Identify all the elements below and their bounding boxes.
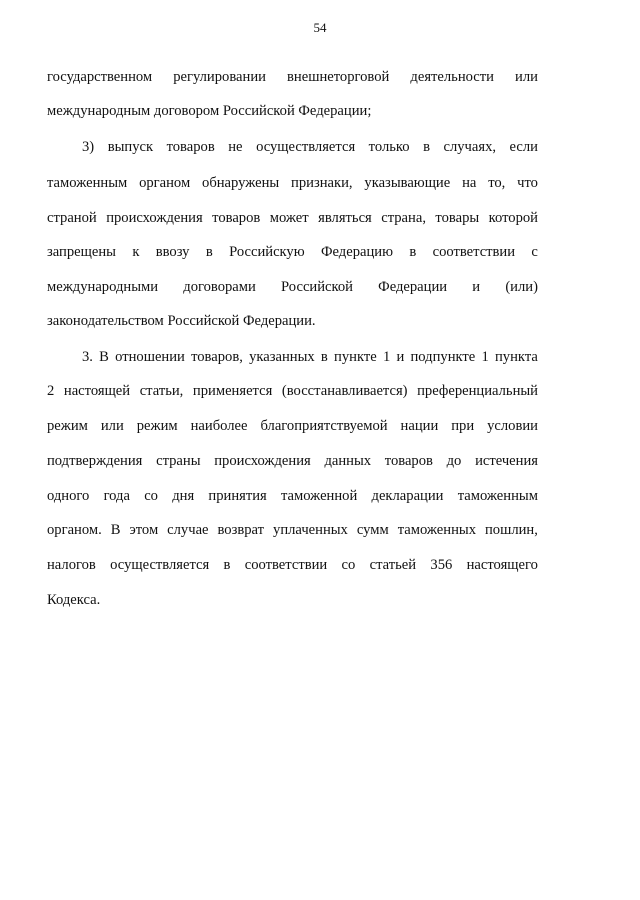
- text-line-15: [47, 555, 538, 575]
- word: режим: [47, 418, 88, 434]
- word: товаров: [212, 210, 261, 226]
- word: признаки,: [291, 175, 353, 191]
- word: выпуск: [107, 139, 154, 155]
- word: (или): [505, 279, 538, 295]
- word: что: [517, 175, 538, 191]
- text-line-12: [47, 451, 538, 471]
- word: этом: [129, 522, 159, 538]
- word: органом.: [47, 522, 102, 538]
- word: 3): [82, 139, 95, 155]
- word: не: [228, 139, 243, 155]
- word: ввозу: [155, 244, 190, 260]
- word: соответствии: [432, 244, 516, 260]
- word: подпункте: [410, 349, 476, 365]
- word: В: [110, 522, 121, 538]
- word: только: [368, 139, 410, 155]
- word: подтверждения: [47, 453, 143, 469]
- word: условии: [487, 418, 538, 434]
- word: декларации: [371, 488, 444, 504]
- word: запрещены: [47, 244, 116, 260]
- word: таможенной: [280, 488, 358, 504]
- text-line-1: [47, 67, 538, 87]
- word: которой: [488, 210, 538, 226]
- word: одного: [47, 488, 90, 504]
- word: статьей: [369, 557, 417, 573]
- word: В: [99, 349, 109, 365]
- word: деятельности: [410, 69, 494, 85]
- word: государственном: [47, 69, 153, 85]
- word: обнаружены: [202, 175, 280, 191]
- word: Федерации: [378, 279, 448, 295]
- page-number: 54: [313, 20, 327, 35]
- word: если: [509, 139, 538, 155]
- text-line-4: [47, 173, 538, 193]
- word: со: [144, 488, 158, 504]
- word: происхождения: [214, 453, 311, 469]
- word: происхождения: [106, 210, 203, 226]
- word: применяется: [192, 383, 273, 399]
- word: до: [446, 453, 462, 469]
- word: наиболее: [190, 418, 248, 434]
- word: принятия: [208, 488, 267, 504]
- word: страны: [156, 453, 201, 469]
- word: указанных: [249, 349, 315, 365]
- word: пошлин,: [484, 522, 538, 538]
- word: при: [451, 418, 475, 434]
- word: пункта: [495, 349, 538, 365]
- word: осуществляется: [110, 557, 210, 573]
- word: настоящего: [466, 557, 538, 573]
- text-line-10: [47, 381, 538, 401]
- word: истечения: [475, 453, 538, 469]
- word: органом: [139, 175, 191, 191]
- word: настоящей: [63, 383, 131, 399]
- text-line-16: Кодекса.: [47, 592, 101, 608]
- text-line-14: [47, 520, 538, 540]
- text-line-3: [82, 137, 538, 157]
- word: нации: [400, 418, 439, 434]
- text-line-8: законодательством Российской Федерации.: [47, 313, 316, 329]
- word: случае: [167, 522, 209, 538]
- word: случаях,: [443, 139, 497, 155]
- word: 3.: [82, 349, 93, 365]
- text-line-9: [82, 347, 538, 367]
- word: режим: [136, 418, 178, 434]
- word: Федерацию: [320, 244, 393, 260]
- word: в: [320, 349, 328, 365]
- word: то,: [488, 175, 506, 191]
- word: страна,: [381, 210, 426, 226]
- word: уплаченных: [273, 522, 348, 538]
- word: товаров: [166, 139, 215, 155]
- word: внешнеторговой: [287, 69, 390, 85]
- word: отношении: [115, 349, 185, 365]
- word: в: [205, 244, 213, 260]
- word: международными: [47, 279, 159, 295]
- word: пункте: [334, 349, 377, 365]
- word: и: [396, 349, 405, 365]
- word: осуществляется: [256, 139, 356, 155]
- text-line-13: [47, 486, 538, 506]
- text-line-11: [47, 416, 538, 436]
- text-line-5: [47, 208, 538, 228]
- word: являться: [318, 210, 372, 226]
- word: дня: [172, 488, 195, 504]
- word: на: [462, 175, 477, 191]
- word: налогов: [47, 557, 96, 573]
- word: таможенным: [47, 175, 128, 191]
- word: данных: [324, 453, 372, 469]
- word: товары: [435, 210, 480, 226]
- word: Российскую: [229, 244, 305, 260]
- text-line-2: международным договором Российской Федерации;: [47, 103, 372, 119]
- word: со: [341, 557, 356, 573]
- word: указывающие: [364, 175, 451, 191]
- word: 1: [382, 349, 391, 365]
- word: в: [409, 244, 417, 260]
- word: и: [472, 279, 481, 295]
- word: товаров,: [191, 349, 243, 365]
- word: товаров: [384, 453, 433, 469]
- word: страной: [47, 210, 97, 226]
- word: или: [100, 418, 124, 434]
- word: договорами: [183, 279, 256, 295]
- word: преференциальный: [417, 383, 538, 399]
- word: возврат: [217, 522, 265, 538]
- word: таможенных: [397, 522, 476, 538]
- word: к: [132, 244, 140, 260]
- word: (восстанавливается): [281, 383, 408, 399]
- word: сумм: [356, 522, 389, 538]
- word: таможенным: [457, 488, 538, 504]
- word: может: [269, 210, 309, 226]
- word: 356: [430, 557, 453, 573]
- word: Российской: [281, 279, 353, 295]
- word: года: [103, 488, 130, 504]
- word: в: [423, 139, 430, 155]
- word: с: [531, 244, 538, 260]
- word: статьи,: [139, 383, 184, 399]
- word: в: [223, 557, 231, 573]
- text-line-6: [47, 242, 538, 262]
- text-line-7: [47, 277, 538, 297]
- word: благоприятствуемой: [260, 418, 388, 434]
- word: соответствии: [244, 557, 328, 573]
- word: 2: [47, 383, 55, 399]
- word: или: [515, 69, 538, 85]
- word: регулировании: [173, 69, 266, 85]
- word: 1: [481, 349, 489, 365]
